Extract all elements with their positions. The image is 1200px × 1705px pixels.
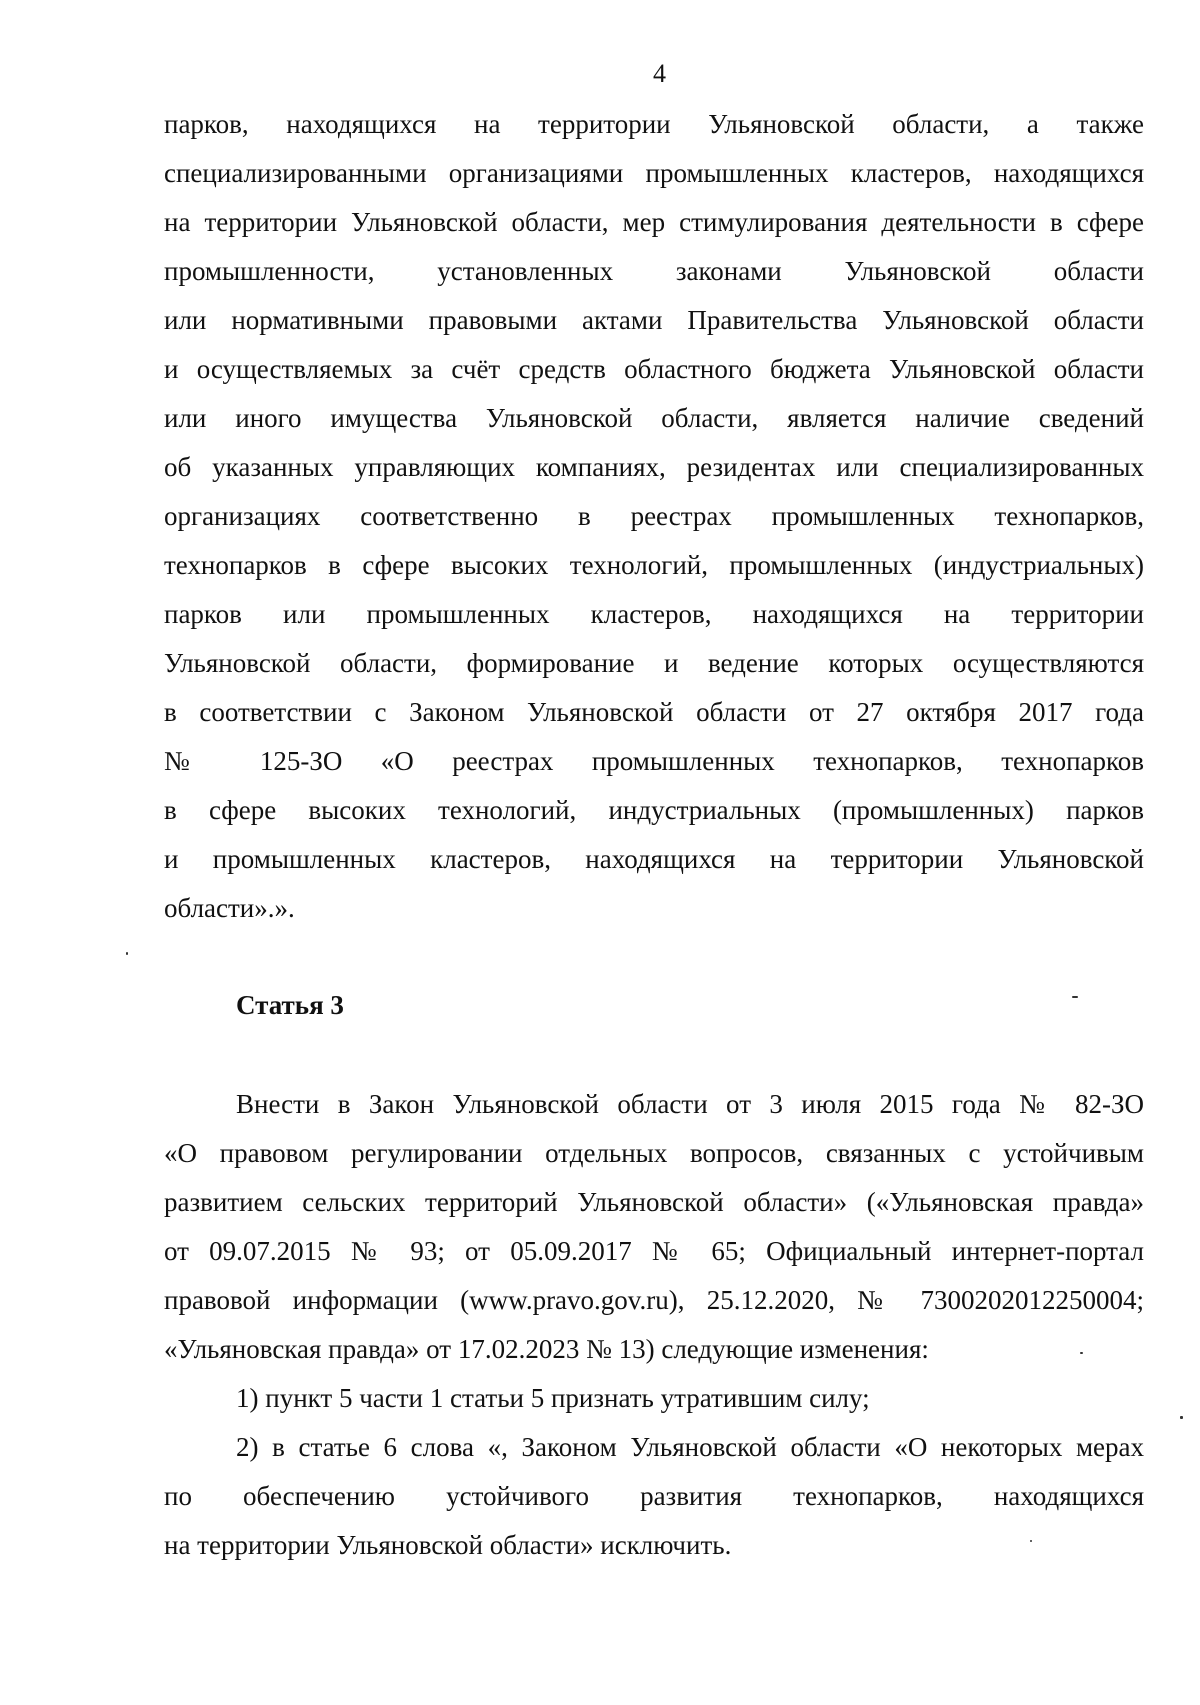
scan-speck [126, 952, 128, 955]
list-item-1: 1) пункт 5 части 1 статьи 5 признать утратившим силу; [236, 1383, 870, 1413]
text-line: организациях соответственно в реестрах промышленных технопарков, [164, 501, 1144, 531]
text-line: на территории Ульяновской области» исключить. [164, 1530, 732, 1560]
text-line: развитием сельских территорий Ульяновской области» («Ульяновская правда» [164, 1187, 1144, 1217]
text-line: 2) в статье 6 слова «, Законом Ульяновской области «О некоторых мерах [236, 1432, 1144, 1462]
text-line: парков или промышленных кластеров, находящихся на территории [164, 599, 1144, 629]
text-line: парков, находящихся на территории Ульяновской области, а также [164, 109, 1144, 139]
text-line: правовой информации (www.pravo.gov.ru), 25.12.2020, № 7300202012250004; [164, 1285, 1144, 1315]
text-line: или иного имущества Ульяновской области, является наличие сведений [164, 403, 1144, 433]
text-line: «Ульяновская правда» от 17.02.2023 № 13) следующие изменения: [164, 1334, 929, 1364]
text-line: в соответствии с Законом Ульяновской области от 27 октября 2017 года [164, 697, 1144, 727]
text-line: Ульяновской области, формирование и ведение которых осуществляются [164, 648, 1144, 678]
text-line: № 125-ЗО «О реестрах промышленных технопарков, технопарков [164, 746, 1144, 776]
text-line: промышленности, установленных законами Ульяновской области [164, 256, 1144, 286]
scan-speck [1180, 1416, 1183, 1419]
text-line: от 09.07.2015 № 93; от 05.09.2017 № 65; Официальный интернет-портал [164, 1236, 1144, 1266]
scan-speck [1030, 1540, 1032, 1542]
scan-speck [1072, 996, 1078, 998]
text-line: или нормативными правовыми актами Правительства Ульяновской области [164, 305, 1144, 335]
text-line: и осуществляемых за счёт средств областного бюджета Ульяновской области [164, 354, 1144, 384]
article-heading: Статья 3 [236, 990, 344, 1020]
text-line: «О правовом регулировании отдельных вопросов, связанных с устойчивым [164, 1138, 1144, 1168]
text-line: по обеспечению устойчивого развития технопарков, находящихся [164, 1481, 1144, 1511]
text-line: и промышленных кластеров, находящихся на территории Ульяновской [164, 844, 1144, 874]
text-line: специализированными организациями промышленных кластеров, находящихся [164, 158, 1144, 188]
continuation-paragraph [164, 100, 1144, 933]
scan-speck [1080, 1352, 1083, 1354]
text-line: технопарков в сфере высоких технологий, промышленных (индустриальных) [164, 550, 1144, 580]
text-line: на территории Ульяновской области, мер стимулирования деятельности в сфере [164, 207, 1144, 237]
text-line: Внести в Закон Ульяновской области от 3 июля 2015 года № 82-ЗО [236, 1089, 1144, 1119]
text-line: в сфере высоких технологий, индустриальных (промышленных) парков [164, 795, 1144, 825]
text-line: об указанных управляющих компаниях, резидентах или специализированных [164, 452, 1144, 482]
article-body [164, 1080, 1144, 1570]
page-number: 4 [653, 59, 666, 88]
text-line: области».». [164, 893, 295, 923]
